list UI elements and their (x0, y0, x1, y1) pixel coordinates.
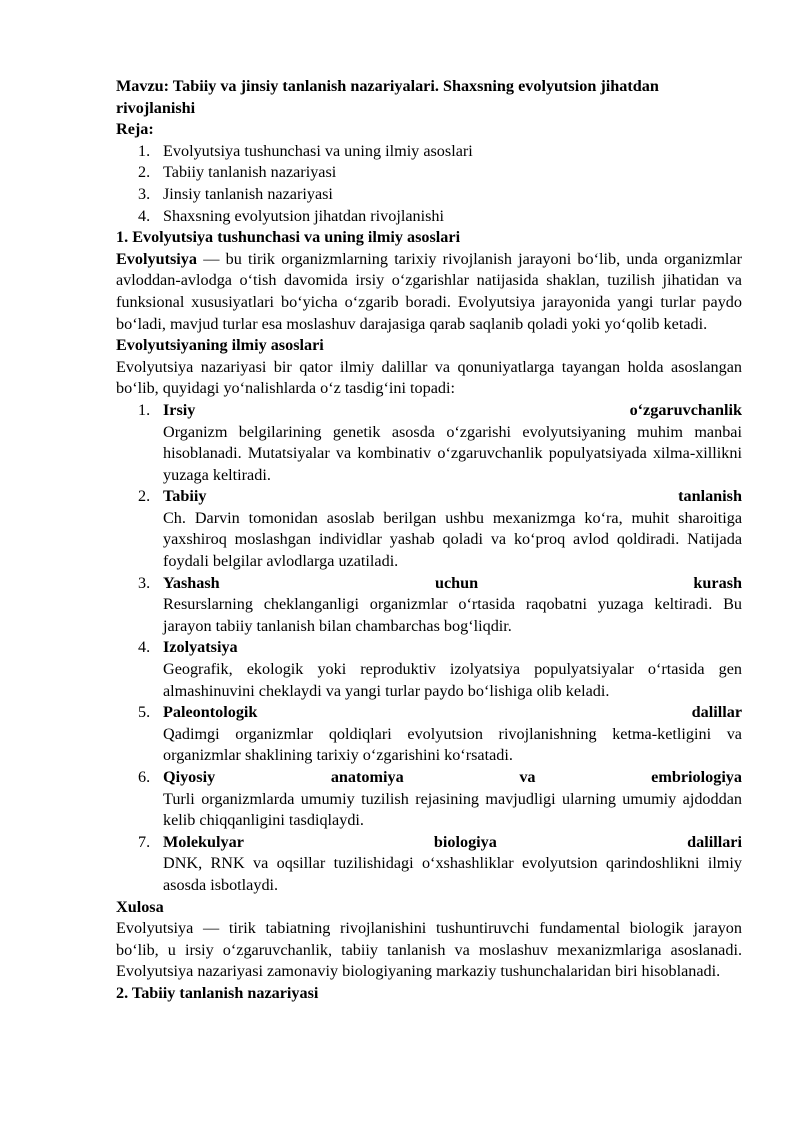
evidence-item (116, 767, 742, 832)
plan-label: Reja: (116, 120, 154, 139)
plan-item (116, 141, 742, 163)
intro-paragraph: Evolyutsiya nazariyasi bir qator ilmiy dalillar va qonuniyatlarga tayangan holda asoslangan bo‘lib, quyidagi yo‘nalishlarda o‘z tasdig‘ini topadi: (116, 357, 742, 398)
definition-term: Evolyutsiya (116, 249, 197, 268)
plan-list (116, 141, 742, 227)
evidence-item (116, 486, 742, 572)
plan-item-number: 2. (138, 163, 151, 182)
evidence-item-title: Yashash uchun kurash (163, 573, 742, 592)
plan-item-text: Shaxsning evolyutsion jihatdan rivojlanishi (163, 206, 445, 225)
evidence-item-title: Izolyatsiya (163, 638, 238, 657)
evidence-item (116, 400, 742, 486)
plan-item-text: Tabiiy tanlanish nazariyasi (163, 163, 337, 182)
evidence-item-title: Paleontologik dalillar (163, 703, 742, 722)
plan-item (116, 162, 742, 184)
evidence-item-desc: Ch. Darvin tomonidan asoslab berilgan ushbu mexanizmga ko‘ra, muhit sharoitiga yaxshiroq moslashgan individlar yashab qoladi va ko‘proq avlod qoldiradi. Natijada foydali belgilar avlodlarga uzatiladi. (163, 508, 742, 571)
evidence-item (116, 702, 742, 767)
evidence-item-title: Irsiy o‘zgaruvchanlik (163, 400, 742, 419)
evidence-item-number: 7. (138, 832, 151, 851)
evidence-list (116, 400, 742, 897)
plan-item-text: Evolyutsiya tushunchasi va uning ilmiy asoslari (163, 141, 473, 160)
plan-item-number: 4. (138, 206, 151, 225)
sub-heading: Evolyutsiyaning ilmiy asoslari (116, 336, 324, 355)
plan-item-number: 1. (138, 141, 151, 160)
section-heading: 2. Tabiiy tanlanish nazariyasi (116, 983, 319, 1002)
document-title: Mavzu: Tabiiy va jinsiy tanlanish nazariyalari. Shaxsning evolyutsion jihatdan rivojlanishi (116, 77, 659, 117)
evidence-item-number: 5. (138, 703, 151, 722)
evidence-item (116, 573, 742, 638)
plan-item-number: 3. (138, 184, 151, 203)
section-heading: 1. Evolyutsiya tushunchasi va uning ilmiy asoslari (116, 228, 461, 247)
evidence-item-desc: Organizm belgilarining genetik asosda o‘zgarishi evolyutsiyaning muhim manbai hisoblanadi. Mutatsiyalar va kombinativ o‘zgaruvchanlik populyatsiyada xilma-xillikni yuzaga keltiradi. (163, 422, 742, 484)
evidence-item (116, 832, 742, 897)
evidence-item-number: 2. (138, 487, 151, 506)
evidence-item-desc: Turli organizmlarda umumiy tuzilish rejasining mavjudligi ularning umumiy ajdoddan kelib chiqqanligini tasdiqlaydi. (163, 789, 742, 830)
plan-item-text: Jinsiy tanlanish nazariyasi (163, 184, 333, 203)
evidence-item-title: Qiyosiy anatomiya va embriologiya (163, 768, 742, 786)
evidence-item-desc: Resurslarning cheklanganligi organizmlar o‘rtasida raqobatni yuzaga keltiradi. Bu jarayon tabiiy tanlanish bilan chambarchas bog‘liqdir. (163, 595, 742, 635)
evidence-item-desc: Geografik, ekologik yoki reproduktiv izolyatsiya populyatsiyalar o‘rtasida gen almashinuvini cheklaydi va yangi turlar paydo bo‘lishiga olib keladi. (163, 660, 742, 700)
definition-text: — bu tirik organizmlarning tarixiy rivojlanish jarayoni bo‘lib, unda organizmlar avloddan-avlodga o‘tish davomida irsiy o‘zgarishlar natijasida shaklan, tuzilish jihatidan va funksional xususiyatlari bo‘yicha o‘zgarib boradi. Evolyutsiya jarayonida yangi turlar paydo bo‘ladi, mavjud turlar esa moslashuv darajasiga qarab saqlanib qoladi yoki yo‘qolib ketadi. (116, 249, 742, 333)
plan-item (116, 184, 742, 206)
evidence-item-title: Tabiiy tanlanish (163, 487, 742, 506)
evidence-item-number: 1. (138, 400, 151, 419)
evidence-item-number: 6. (138, 768, 151, 786)
conclusion-heading: Xulosa (116, 897, 164, 916)
evidence-item-desc: Qadimgi organizmlar qoldiqlari evolyutsion rivojlanishning ketma-ketligini va organizmlar shaklining tarixiy o‘zgarishini ko‘rsatadi. (163, 724, 742, 765)
evidence-item-number: 4. (138, 638, 151, 657)
evidence-item (116, 637, 742, 702)
plan-item (116, 206, 742, 228)
evidence-item-title: Molekulyar biologiya dalillari (163, 832, 742, 851)
evidence-item-desc: DNK, RNK va oqsillar tuzilishidagi o‘xshashliklar evolyutsion qarindoshlikni ilmiy asosda isbotlaydi. (163, 854, 742, 894)
evidence-item-number: 3. (138, 573, 151, 592)
definition-paragraph (116, 249, 742, 335)
conclusion-paragraph: Evolyutsiya — tirik tabiatning rivojlanishini tushuntiruvchi fundamental biologik jarayon bo‘lib, u irsiy o‘zgaruvchanlik, tabiiy tanlanish va moslashuv mexanizmlariga asoslanadi. Evolyutsiya nazariyasi zamonaviy biologiyaning markaziy tushunchalaridan biri hisoblanadi. (116, 919, 742, 981)
